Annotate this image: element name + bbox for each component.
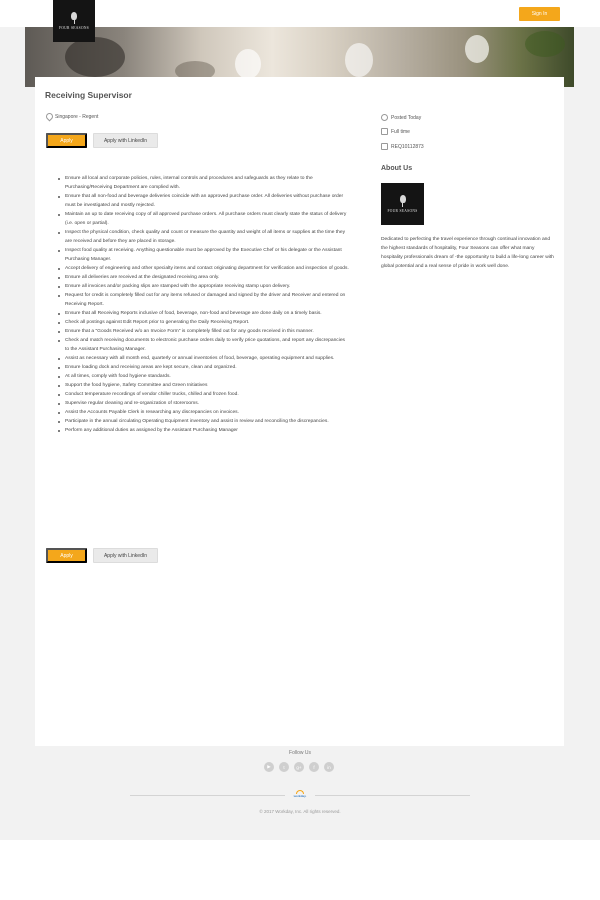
four-seasons-logo[interactable]	[53, 0, 95, 42]
follow-us-label: Follow Us	[289, 750, 311, 756]
google-plus-icon[interactable]: g+	[294, 762, 304, 772]
facebook-icon[interactable]: f	[309, 762, 319, 772]
responsibility-item: At all times, comply with food hygiene standards.	[57, 372, 350, 381]
responsibility-item: Ensure that all non-food and beverage deliveries coincide with an approved purchase order. All deliveries without purchase order must be investigated and mostly rejected.	[57, 192, 350, 210]
apply-button-top[interactable]: Apply	[46, 133, 87, 148]
job-responsibilities-list	[57, 174, 350, 435]
about-logo-text: FOUR SEASONS	[387, 209, 418, 213]
page-bottom-area	[0, 840, 600, 900]
responsibility-item: Check and match receiving documents to electronic purchase orders daily to verify price quotations, and report any discrepancies to the Assistant Purchasing Manager.	[57, 336, 350, 354]
footer-divider-right	[315, 795, 470, 796]
tree-icon	[70, 12, 78, 24]
job-requisition-id-label: REQ10112873	[391, 143, 424, 150]
twitter-icon[interactable]: t	[279, 762, 289, 772]
footer-divider-left	[130, 795, 285, 796]
responsibility-item: Perform any additional duties as assigned by the Assistant Purchasing Manager	[57, 426, 350, 435]
job-location-label: Singapore - Regent	[55, 113, 99, 120]
workday-logo[interactable]	[290, 790, 310, 800]
job-location	[46, 113, 98, 120]
responsibility-item: Support the food hygiene, Safety Committee and Green Initiatives	[57, 381, 350, 390]
responsibility-item: Participate in the annual circulating Operating Equipment inventory and assist in review and reconciling the discrepancies.	[57, 417, 350, 426]
apply-button-bottom[interactable]: Apply	[46, 548, 87, 563]
posted-date-label: Posted Today	[391, 114, 422, 121]
clock-icon	[381, 114, 388, 121]
responsibility-item: Ensure that a "Goods Received w/o an Invoice Form" is completely filled out for any goods received in this manner.	[57, 327, 350, 336]
job-title: Receiving Supervisor	[45, 90, 132, 100]
sign-in-button[interactable]: Sign In	[519, 7, 560, 21]
responsibility-item: Ensure all invoices and/or packing slips are stamped with the appropriate receiving stamp upon delivery.	[57, 282, 350, 291]
responsibility-item: Assist the Accounts Payable Clerk in researching any discrepancies on invoices.	[57, 408, 350, 417]
responsibility-item: Ensure loading dock and receiving areas are kept secure, clean and organized.	[57, 363, 350, 372]
workday-logo-text: workday.	[293, 794, 307, 798]
job-type-label: Full time	[391, 128, 410, 135]
copyright-text: © 2017 Workday, Inc. All rights reserved.	[259, 809, 341, 814]
responsibility-item: Conduct temperature recordings of vendor chiller trucks, chilled and frozen food.	[57, 390, 350, 399]
linkedin-icon[interactable]: in	[324, 762, 334, 772]
responsibility-item: Maintain an up to date receiving copy of all approved purchase orders. All purchase orders must clearly state the status of delivery (i.e. open or partial).	[57, 210, 350, 228]
about-us-title: About Us	[381, 165, 413, 172]
responsibility-item: Supervise regular cleaning and re-organization of storerooms.	[57, 399, 350, 408]
responsibility-item: Ensure that all Receiving Reports inclusive of food, beverage, non-food and beverage are done daily on a timely basis.	[57, 309, 350, 318]
social-links	[264, 762, 334, 772]
tree-icon	[399, 195, 407, 207]
responsibility-item: Ensure all deliveries are received at the designated receiving area only.	[57, 273, 350, 282]
about-four-seasons-logo	[381, 183, 424, 225]
logo-text: FOUR SEASONS	[58, 26, 90, 30]
responsibility-item: Request for credit is completely filled out for any items refused or damaged and signed by the driver and Receiver and entered on Receiving Report.	[57, 291, 350, 309]
requisition-icon	[381, 143, 388, 150]
responsibility-item: Ensure all local and corporate policies, rules, internal controls and procedures and safeguards as they relate to the Purchasing/Receiving Department are complied with.	[57, 174, 350, 192]
responsibility-item: Check all postings against Edit Report prior to generating the Daily Receiving Report.	[57, 318, 350, 327]
responsibility-item: Accept delivery of engineering and other specialty items and contact originating department for verification and inspection of goods.	[57, 264, 350, 273]
apply-linkedin-button-top[interactable]: Apply with LinkedIn	[93, 133, 158, 148]
job-requisition-id	[381, 143, 424, 150]
job-type	[381, 128, 410, 135]
youtube-icon[interactable]: ▶	[264, 762, 274, 772]
responsibility-item: Inspect food quality at receiving. Anything questionable must be approved by the Executive Chef or his delegate or the Assistant Purchasing Manager.	[57, 246, 350, 264]
apply-linkedin-button-bottom[interactable]: Apply with LinkedIn	[93, 548, 158, 563]
posted-date	[381, 114, 421, 121]
responsibility-item: Inspect the physical condition, check quality and count or measure the quantity and weight of all items or supplies at the time they are received and before they are placed in storage.	[57, 228, 350, 246]
about-us-text: Dedicated to perfecting the travel experience through continual innovation and the highest standards of hospitality, Four Seasons can offer what many hospitality professionals dream of -the opportunity to build a life-long career with global potential and a real sense of pride in work well done.	[381, 237, 554, 269]
location-pin-icon	[46, 113, 51, 120]
document-icon	[381, 128, 388, 135]
responsibility-item: Assist as necessary with all month end, quarterly or annual inventories of food, beverage, operating equipment and supplies.	[57, 354, 350, 363]
